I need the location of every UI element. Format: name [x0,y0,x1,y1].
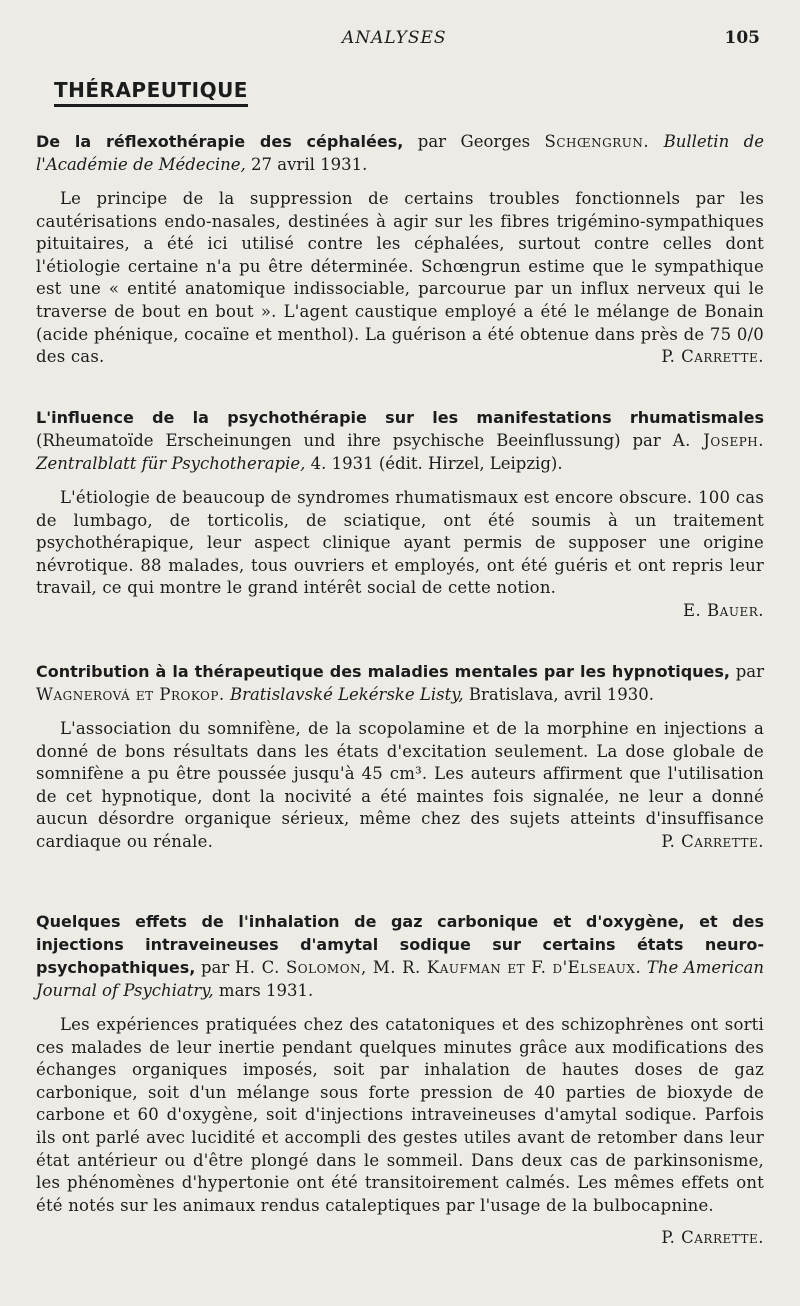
article-title: L'influence de la psychothérapie sur les manifestations rhumatismales [36,408,764,427]
article-title: Contribution à la thérapeutique des maladies mentales par les hypnotiques, [36,662,731,681]
article-body [36,718,764,854]
article-title: Quelques effets de l'inhalation de gaz carbonique et d'oxygène, et des injections intraveineuses d'amytal sodique sur certains états neuro-psychopathiques, [36,912,764,977]
article-by: par Georges [417,132,531,151]
article-body-text: L'association du somnifène, de la scopolamine et de la morphine en injections a donné de bons résultats dans les états d'excitation seulement. La dose globale de somnifène a pu être poussée jusqu'à 45 cm³. Les auteurs affirment que l'utilisation de cet hypnotique, dont la nocivité a été maintes fois signalée, ne leur a donné aucun désordre organique sérieux, même chez des sujets atteints d'insuffisance cardiaque ou rénale. [36,719,764,851]
article-reflexotherapie [36,130,764,369]
article-by: par [735,662,765,681]
article-psychotherapie [36,406,764,622]
article-signature: P. Carrette. [661,1228,764,1248]
article-gaz-carbonique [36,910,764,1249]
article-date: 4. 1931 (édit. Hirzel, Leipzig). [310,454,563,473]
article-journal: Zentralblatt für Psychotherapie, [36,454,306,473]
article-signature: P. Carrette. [661,347,764,367]
article-author: Wagnerová et Prokop. [36,685,225,704]
article-title-block [36,660,764,706]
article-subtitle: (Rheumatoïde Erscheinungen und ihre psychische Beeinflussung) par [36,431,661,450]
article-date: 27 avril 1931. [251,155,368,174]
article-title-block [36,910,764,1002]
page-number: 105 [724,28,760,48]
article-hypnotiques [36,660,764,854]
article-title-block [36,130,764,176]
article-journal: The American Journal of Psychiatry, [36,958,765,1000]
article-date: Bratislava, avril 1930. [468,685,654,704]
section-heading: THÉRAPEUTIQUE [54,78,248,107]
article-author: Schœngrun. [544,132,650,151]
article-title: De la réflexothérapie des céphalées, [36,132,404,151]
article-body-text: Le principe de la suppression de certains troubles fonctionnels par les cautérisations endo-nasales, destinées à agir sur les fibres trigémino-sympathiques pituitaires, a été ici utilisé contre les céphalées, surtout contre celles dont l'étiologie certaine n'a pu être déterminée. Schœngrun estime que le sympathique est une « entité anatomique indissociable, parcourue par un influx nerveux qui le traverse de bout en bout ». L'agent caustique employé a été le mélange de Bonain (acide phénique, cocaïne et menthol). La guérison a été obtenue dans près de 75 0/0 des cas. [36,189,764,367]
article-body: Les expériences pratiquées chez des catatoniques et des schizophrènes ont sorti ces malades de leur inertie pendant quelques minutes grâce aux modifications des échanges organiques imposés, soit par inhalation de hautes doses de gaz carbonique, soit d'un mélange sous forte pression de 40 parties de bioxyde de carbone et 60 d'oxygène, soit d'injections intraveineuses d'amytal sodique. Parfois ils ont parlé avec lucidité et accompli des gestes utiles avant de retomber dans leur état antérieur ou d'être plongé dans le sommeil. Dans deux cas de parkinsonisme, les phénomènes d'hypertonie ont été transitoirement calmés. Les mêmes effets ont été notés sur les animaux rendus cataleptiques par l'usage de la bulbocapnine. [36,1015,764,1215]
article-title-block [36,406,764,475]
running-header [0,28,800,54]
article-signature: E. Bauer. [683,600,764,620]
running-title: ANALYSES [342,28,447,48]
article-body: L'étiologie de beaucoup de syndromes rhumatismaux est encore obscure. 100 cas de lumbago, de torticolis, de sciatique, ont été soumis à un traitement psychothérapique, leur aspect clinique ayant permis de supposer une origine névrotique. 88 malades, tous ouvriers et employés, ont été guéris et ont repris leur travail, ce qui montre le grand intérêt social de cette notion. [36,488,764,598]
article-journal: Bulletin de l'Académie de Médecine, [36,132,764,174]
article-author: A. Joseph. [672,431,765,450]
article-by: par [200,958,230,977]
article-author: H. C. Solomon, M. R. Kaufman et F. d'Elseaux. [234,958,642,977]
article-body [36,188,764,369]
article-signature: P. Carrette. [661,831,764,851]
article-journal: Bratislavské Lekérske Listy, [229,685,464,704]
article-date: mars 1931. [218,981,314,1000]
